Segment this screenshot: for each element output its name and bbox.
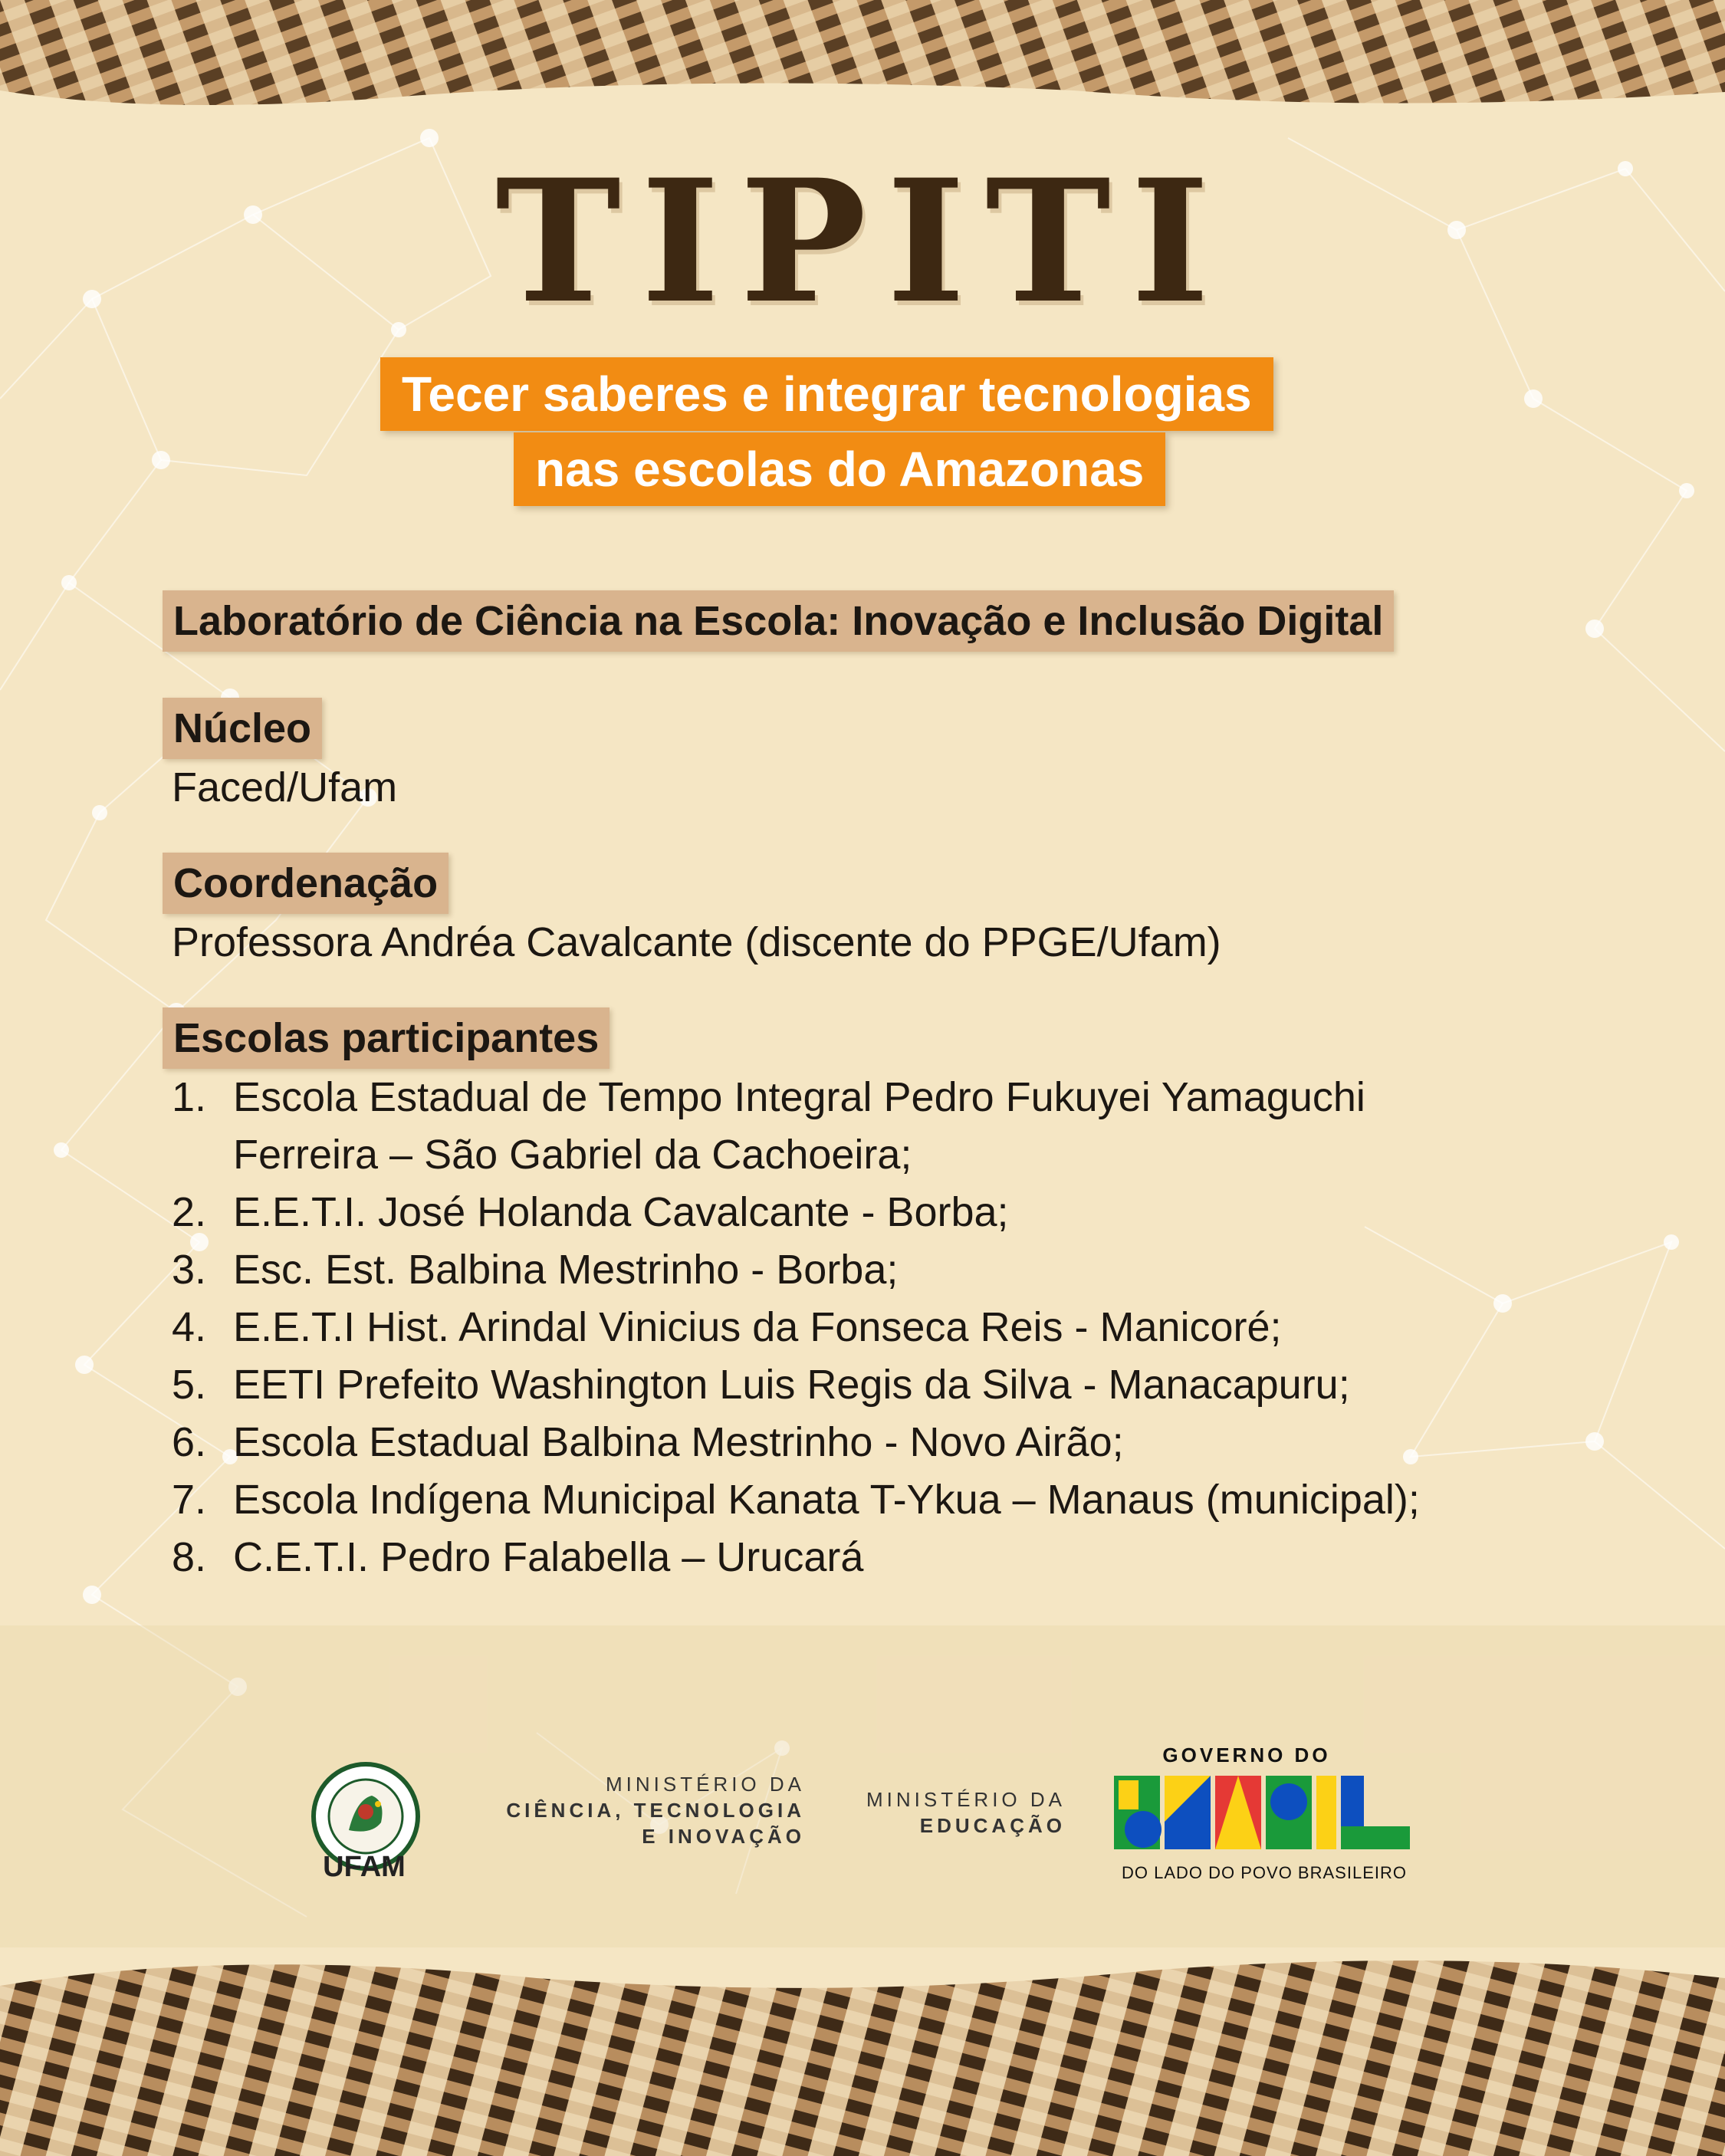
list-item xyxy=(163,1069,1604,1184)
list-item-number: 1. xyxy=(172,1074,207,1120)
coordenacao-value: Professora Andréa Cavalcante (discente do PPGE/Ufam) xyxy=(172,919,1221,965)
subtitle-line-1: Tecer saberes e integrar tecnologias xyxy=(380,357,1273,431)
list-item xyxy=(163,1356,1604,1414)
escolas-section xyxy=(163,1007,1604,1586)
nucleo-value: Faced/Ufam xyxy=(172,764,398,810)
list-item-number: 6. xyxy=(172,1419,207,1465)
list-item xyxy=(163,1184,1604,1241)
list-item-text: C.E.T.I. Pedro Falabella – Urucará xyxy=(233,1534,864,1580)
list-item-text: EETI Prefeito Washington Luis Regis da Silva - Manacapuru; xyxy=(233,1362,1350,1408)
list-item-number: 5. xyxy=(172,1362,207,1408)
list-item xyxy=(163,1471,1604,1529)
governo-do-label: GOVERNO DO xyxy=(1162,1744,1331,1767)
coordenacao-section xyxy=(163,853,1604,971)
list-item xyxy=(163,1414,1604,1471)
list-item xyxy=(163,1241,1604,1299)
mcti-logo: MINISTÉRIO DA CIÊNCIA, TECNOLOGIA E INOVAÇÃO xyxy=(506,1773,805,1848)
list-item xyxy=(163,1299,1604,1356)
escolas-label: Escolas participantes xyxy=(163,1007,610,1069)
list-item-number: 4. xyxy=(172,1304,207,1350)
mec-logo: MINISTÉRIO DA EDUCAÇÃO xyxy=(866,1788,1066,1837)
governo-tagline: DO LADO DO POVO BRASILEIRO xyxy=(1122,1863,1407,1882)
nucleo-section xyxy=(163,698,1604,816)
nucleo-label: Núcleo xyxy=(163,698,322,759)
main-title: TIPITI xyxy=(495,142,1230,340)
list-item-number: 3. xyxy=(172,1247,207,1293)
coordenacao-label: Coordenação xyxy=(163,853,449,914)
list-item-number: 8. xyxy=(172,1534,207,1580)
brasil-wordmark-logo xyxy=(1114,1773,1414,1852)
ufam-label: UFAM xyxy=(323,1851,406,1883)
list-item-number: 7. xyxy=(172,1477,207,1523)
list-item-text: E.E.T.I Hist. Arindal Vinicius da Fonseca Reis - Manicoré; xyxy=(233,1304,1282,1350)
list-item-text: Escola Estadual Balbina Mestrinho - Novo Airão; xyxy=(233,1419,1124,1465)
subtitle-line-2: nas escolas do Amazonas xyxy=(514,432,1165,506)
woven-border-bottom xyxy=(0,1947,1725,2156)
list-item-text: Esc. Est. Balbina Mestrinho - Borba; xyxy=(233,1247,899,1293)
woven-border-top xyxy=(0,0,1725,115)
list-item-text: E.E.T.I. José Holanda Cavalcante - Borba; xyxy=(233,1189,1009,1235)
list-item xyxy=(163,1529,1604,1586)
logos-footer xyxy=(0,1717,1725,1894)
lab-title: Laboratório de Ciência na Escola: Inovação e Inclusão Digital xyxy=(163,590,1394,652)
lab-section xyxy=(163,590,1604,652)
list-item-number: 2. xyxy=(172,1189,207,1235)
list-item-text: Escola Indígena Municipal Kanata T-Ykua – Manaus (municipal); xyxy=(233,1477,1420,1523)
schools-list xyxy=(163,1069,1604,1586)
content xyxy=(163,590,1604,1623)
svg-text:BRASIL: BRASIL xyxy=(1263,1820,1266,1821)
list-item-text: Escola Estadual de Tempo Integral Pedro Fukuyei Yamaguchi Ferreira – São Gabriel da Cachoeira; xyxy=(233,1074,1365,1178)
